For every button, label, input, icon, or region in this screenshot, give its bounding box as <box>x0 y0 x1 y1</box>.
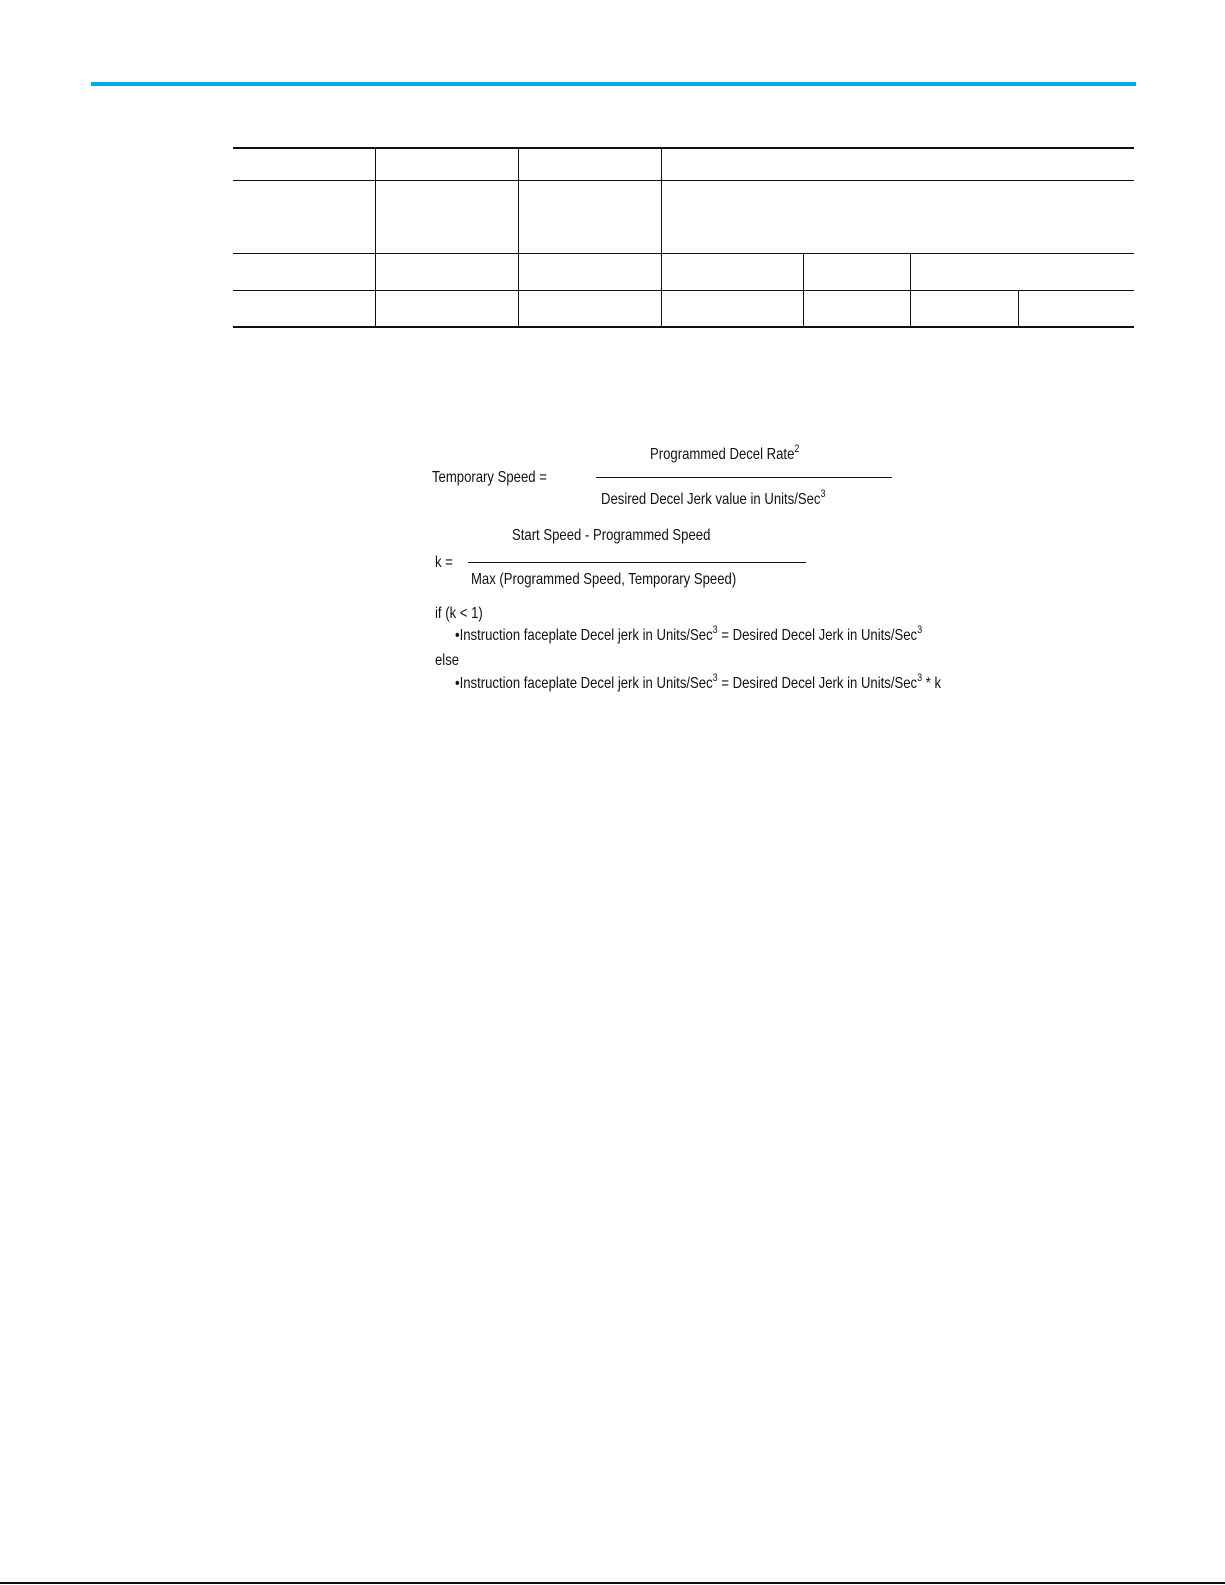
temporary-speed-label: Temporary Speed = <box>432 469 547 486</box>
k-denominator: Max (Programmed Speed, Temporary Speed) <box>471 571 737 588</box>
temporary-speed-denominator: Desired Decel Jerk value in Units/Sec$^3$ <box>601 488 826 508</box>
k-label: k = <box>435 554 453 571</box>
if-branch-bullet: •Instruction faceplate Decel jerk in Units/Sec$^3$ = Desired Decel Jerk in Units/Sec$^3$ <box>455 624 923 644</box>
parameter-table-grid <box>233 147 1134 331</box>
header-rule <box>91 82 1136 86</box>
decel-jerk-formula <box>380 430 1020 710</box>
k-fraction-bar <box>468 562 806 563</box>
else-branch-bullet: •Instruction faceplate Decel jerk in Units/Sec$^3$ = Desired Decel Jerk in Units/Sec$^3$ * k <box>455 672 942 692</box>
temporary-speed-fraction-bar <box>596 477 892 478</box>
k-numerator: Start Speed - Programmed Speed <box>512 527 711 544</box>
parameter-table <box>233 147 1134 331</box>
if-condition: if (k < 1) <box>435 605 483 622</box>
temporary-speed-numerator: Programmed Decel Rate$^2$ <box>650 443 800 463</box>
footer-rule <box>0 1582 1225 1584</box>
else-keyword: else <box>435 652 460 669</box>
